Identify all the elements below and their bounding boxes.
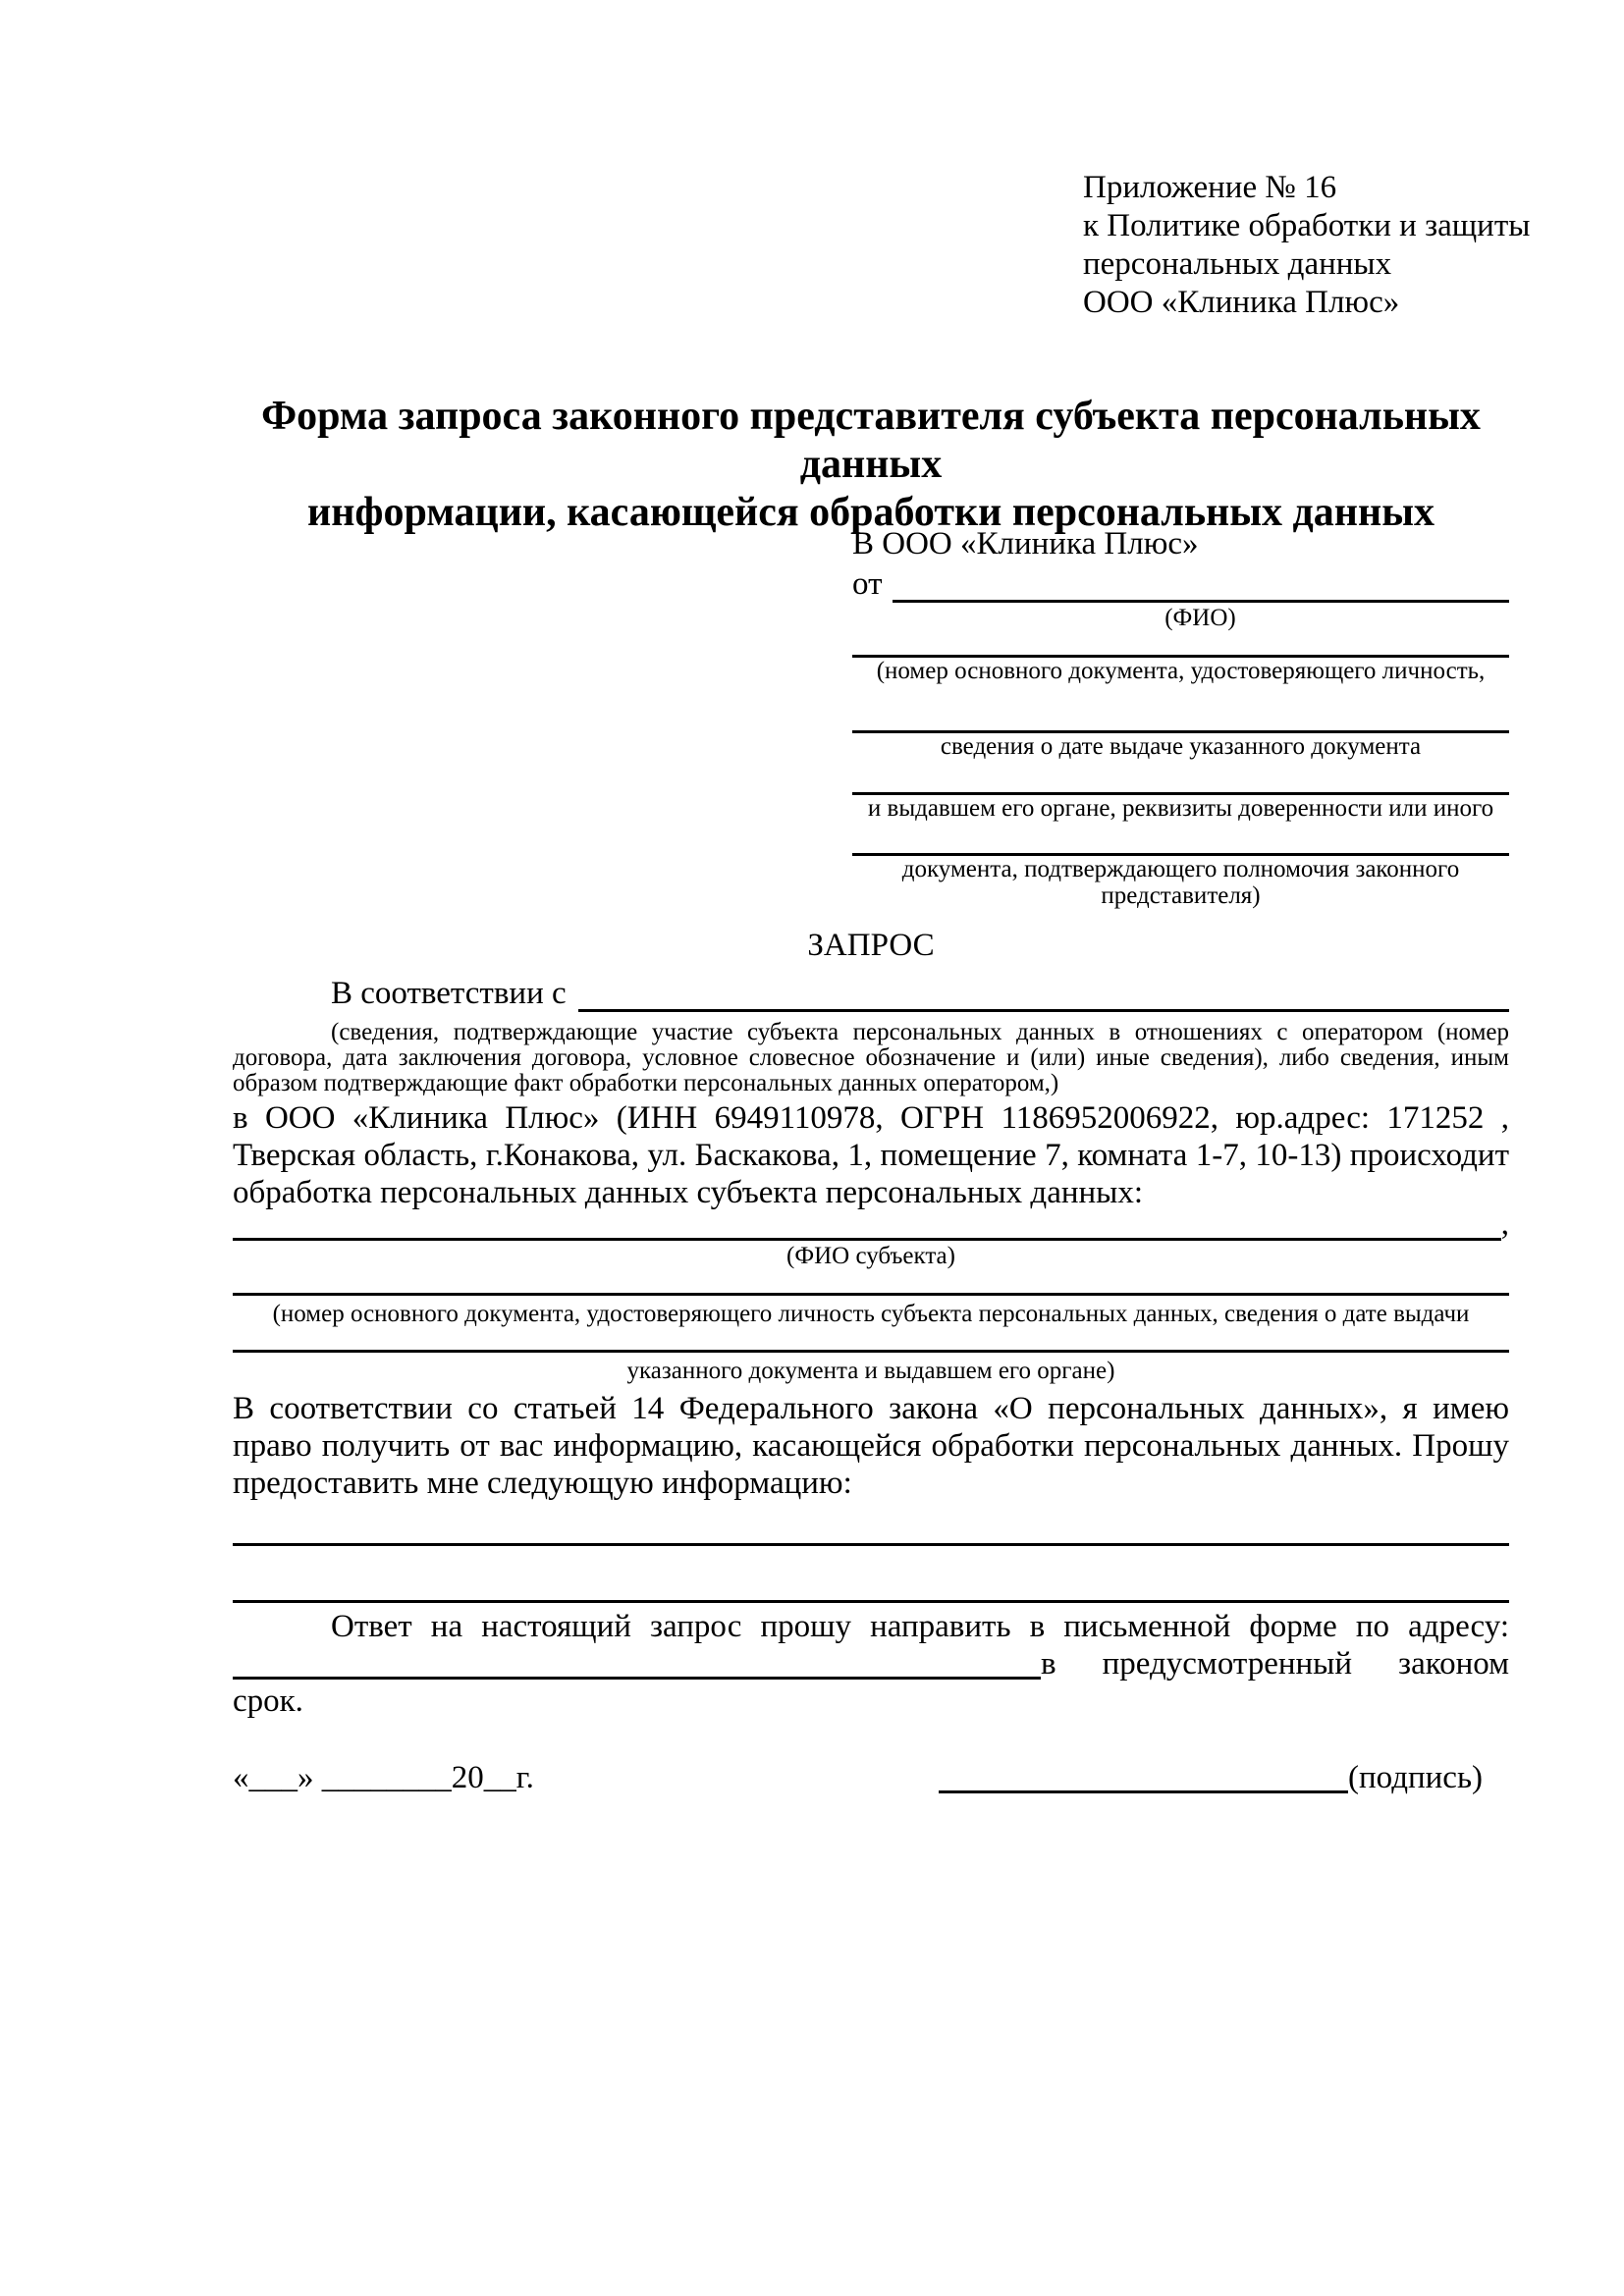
basis-section (233, 975, 1509, 1096)
signature-blank-line (939, 1783, 1348, 1793)
subject-fio-field (233, 1207, 1509, 1241)
appendix-line-4: ООО «Клиника Плюс» (1083, 285, 1400, 320)
addressee-organization: В ООО «Клиника Плюс» (852, 526, 1199, 561)
response-paragraph (233, 1608, 1509, 1720)
representative-doc-blank-line-4 (852, 822, 1509, 856)
document-title (233, 393, 1509, 537)
basis-field (233, 975, 1509, 1012)
representative-doc-blank-line-2 (852, 684, 1509, 733)
rights-paragraph: В соответствии со статьей 14 Федерального закона «О персональных данных», я имею право получить от вас информацию, касающейся обработки персональных данных. Прошу предоставить мне следующую информацию: (233, 1391, 1509, 1501)
representative-doc-caption-4: документа, подтверждающего полномочия законного представителя) (901, 856, 1460, 909)
from-label: от (852, 566, 883, 602)
representative-doc-blank-line-3 (852, 760, 1509, 795)
subject-fio-blank-line (233, 1208, 1501, 1241)
fio-caption: (ФИО) (1164, 605, 1236, 631)
subject-doc-blank-line-1 (233, 1293, 1509, 1296)
date-field: «___» ________20__г. (233, 1760, 534, 1795)
appendix-line-3: персональных данных (1083, 246, 1392, 282)
addressee-block (852, 524, 1509, 909)
representative-doc-caption-2: сведения о дате выдаче указанного документа (940, 733, 1422, 760)
address-blank-line (233, 1669, 1041, 1680)
info-blank-line-2 (233, 1600, 1509, 1603)
representative-doc-caption-1: (номер основного документа, удостоверяющего личность, (876, 658, 1486, 684)
info-blank-line-1 (233, 1543, 1509, 1546)
subject-fio-caption: (ФИО субъекта) (786, 1243, 955, 1269)
operator-paragraph: в ООО «Клиника Плюс» (ИНН 6949110978, ОГРН 1186952006922, юр.адрес: 171252 , Тверская область, г.Конакова, ул. Баскакова, 1, помещение 7, комната 1-7, 10-13) происходит обработка персональных данных субъекта персональных данных: (233, 1100, 1509, 1210)
subject-fio-comma: , (1500, 1206, 1509, 1242)
appendix-header (1083, 169, 1530, 322)
basis-lead: В соответствии с (331, 976, 567, 1011)
appendix-line-1: Приложение № 16 (1083, 170, 1337, 205)
from-field (852, 565, 1509, 603)
title-line-1: Форма запроса законного представителя субъекта персональных данных (261, 394, 1481, 487)
basis-caption: (сведения, подтверждающие участие субъекта персональных данных в отношениях с оператором (номер договора, дата заключения договора, условное словесное обозначение и (или) иные сведения), либо сведения, иным образом подтверждающие факт обработки персональных данных оператором,) (233, 1019, 1509, 1096)
representative-doc-caption-3: и выдавшем его органе, реквизиты доверенности или иного (867, 795, 1494, 822)
response-lead: Ответ на настоящий запрос прошу направить в письменной форме по адресу: (331, 1609, 1509, 1644)
request-heading: ЗАПРОС (807, 928, 935, 963)
appendix-line-2: к Политике обработки и защиты (1083, 208, 1531, 243)
response-tail: в предусмотренный законом срок. (233, 1646, 1509, 1719)
subject-doc-caption-2: указанного документа и выдавшем его органе) (626, 1358, 1115, 1384)
signature-caption: (подпись) (1348, 1760, 1483, 1795)
subject-doc-caption-1: (номер основного документа, удостоверяющего личность субъекта персональных данных, сведения о дате выдачи (272, 1301, 1470, 1327)
signature-field (939, 1759, 1483, 1796)
title-line-2: информации, касающейся обработки персональных данных (307, 490, 1435, 535)
from-blank-line (893, 566, 1510, 603)
representative-doc-blank-line-1 (852, 631, 1509, 658)
subject-doc-blank-line-2 (233, 1350, 1509, 1353)
basis-blank-line (578, 976, 1509, 1012)
